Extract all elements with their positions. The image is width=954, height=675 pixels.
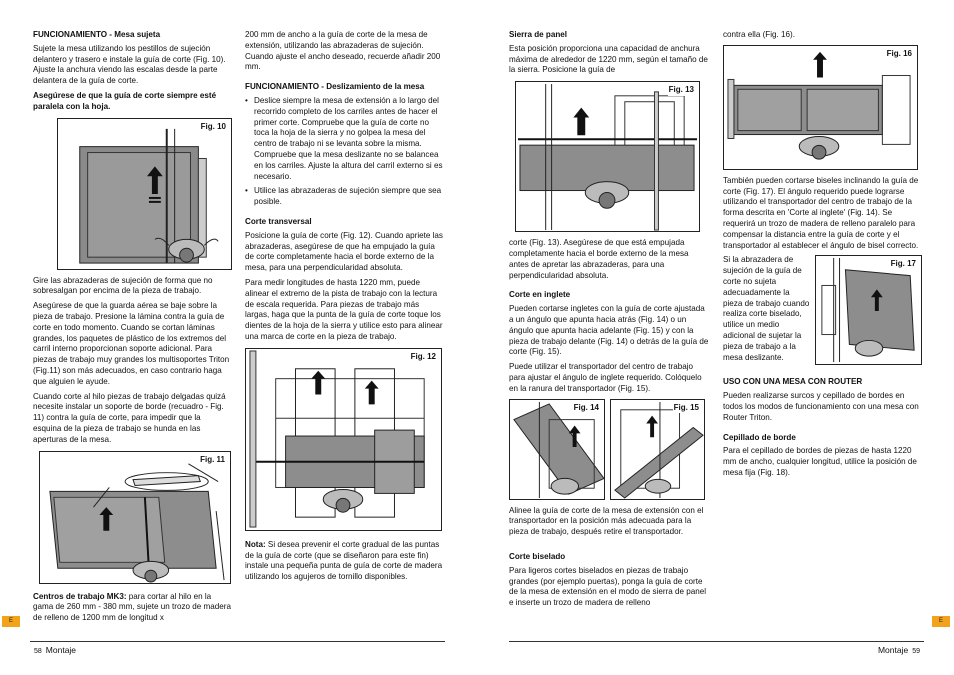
paragraph: Pueden cortarse ingletes con la guía de corte ajustada a un ángulo que apunta hacia atrás (Fig. 14) o un ángulo que apunta hacia adelante (Fig. 15) y con la pieza de trabajo delante (Fig. 14) o detrás de la guía de corte (Fig. 15). [509,304,709,357]
section-name: Montaje [45,645,77,655]
paragraph: Cuando corte al hilo piezas de trabajo delgadas quizá necesite instalar un soporte de borde (recuadro - Fig. 11) contra la guía de corte, para impedir que la esquina de la pieza de trabajo se hunda en las aperturas de la mesa. [33,391,226,444]
heading-mesa-router: USO CON UNA MESA CON ROUTER [723,377,863,387]
paragraph: corte (Fig. 13). Asegúrese de que está empujada completamente hacia el borde externo de la mesa antes de apretar las abrazaderas, para una perpendicularidad absoluta. [509,238,689,280]
figure-12 [245,348,442,531]
paragraph: Para el cepillado de bordes de piezas de hasta 1220 mm de ancho, cualquier longitud, utilice la posición de mesa fija (Fig. 18). [723,446,917,477]
figure-17-illustration [816,256,921,364]
figure-13-illustration [516,82,699,231]
bullet-list [245,96,445,208]
figure-16 [723,45,918,170]
page-number: 58 [34,648,42,655]
figure-13 [515,81,700,232]
paragraph: Pueden realizarse surcos y cepillado de bordes en todos los modos de funcionamiento con una mesa con Router Triton. [723,391,919,422]
heading-mesa-sujeta: FUNCIONAMIENTO - Mesa sujeta [33,30,161,39]
figure-row-14-15 [509,399,709,500]
bold-paragraph: Asegúrese de que la guía de corte siempre esté paralela con la hoja. [33,90,217,111]
paragraph: Alinee la guía de corte de la mesa de extensión con el transportador en la posición más adecuada para la pieza de trabajo, después retire el transportador. [509,505,704,537]
paragraph: Sujete la mesa utilizando los pestillos de sujeción delantero y trasero e instale la guía de corte (Fig. 10). Ajuste la anchura viendo las escalas desde la parte delantera de la guía de corte. [33,43,226,86]
figure-label: Fig. 15 [673,402,699,412]
section-name: Montaje [877,645,909,655]
paragraph [33,592,231,624]
footer-left [34,645,76,655]
heading-corte-biselado: Corte biselado [509,551,566,561]
paragraph: Esta posición proporciona una capacidad de anchura máxima de alrededor de 1220 mm, según el tamaño de la sierra. Posicione la guía de [509,43,708,75]
figure-label: Fig. 13 [668,85,694,95]
paragraph-text: para cortar al hilo en la gama de 260 mm - 380 mm, sujete un trozo de madera de relleno de 1200 mm de longitud x [33,591,231,623]
paragraph: Asegúrese de que la guarda aérea se baje sobre la pieza de trabajo. Presione la lámina contra la guía de corte en todo momento. Cuando se cortan láminas grandes, los paquetes de plástico de los extremos del carril interno proporcionan soporte adicional. Para piezas de trabajo muy grandes los multisoportes Triton (Fig.11) son más adecuados, en caso contrario haga que alguien le ayude. [33,301,230,386]
right-column-4 [723,30,922,483]
figure-16-illustration [724,46,917,169]
heading-cepillado: Cepillado de borde [723,432,796,442]
figure-label: Fig. 14 [573,402,599,412]
language-tab: E [2,616,20,627]
figure-label: Fig. 12 [410,351,436,361]
paragraph: También pueden cortarse biseles inclinando la guía de corte (Fig. 17). El ángulo requerido puede lograrse utilizando el transportador del centro de trabajo de la forma descrita en 'Corte al inglete' (Fig. 14). Se requerirá un trozo de madera de relleno paralelo para compensar la distancia entre la guía de corte y el transportador al establecer el ángulo de bisel correcto. [723,175,919,250]
figure-10 [57,118,232,270]
figure-11-illustration [40,452,230,583]
right-column-3 [509,30,709,613]
figure-11 [39,451,231,584]
page-number: 59 [912,648,920,655]
paragraph: Puede utilizar el transportador del centro de trabajo para ajustar el ángulo de inglete requerido. Colóquelo en la ranura del transportador (Fig. 15). [509,362,702,393]
figure-10-illustration [58,119,231,269]
paragraph: Posicione la guía de corte (Fig. 12). Cuando apriete las abrazaderas, asegúrese de que ha empujado la guía de corte completamente hacia el borde externo de la mesa, para una perpendicularidad absoluta. [245,230,443,273]
paragraph: Gire las abrazaderas de sujeción de forma que no sobresalgan por encima de la pieza de trabajo. [33,275,213,296]
bold-lead: Centros de trabajo MK3: [33,591,127,601]
left-column-2 [245,30,445,587]
figure-17 [815,255,922,365]
language-tab: E [932,616,950,627]
figure-label: Fig. 17 [890,259,916,269]
figure-15 [610,399,705,500]
paragraph: Si la abrazadera de sujeción de la guía de corte no sujeta adecuadamente la pieza de trabajo cuando realiza corte biselado, utilice un medio adicional de sujetar la pieza de trabajo a la mesa deslizante. [723,255,810,362]
figure-label: Fig. 11 [200,454,225,464]
paragraph: contra ella (Fig. 16). [723,30,795,39]
heading-corte-inglete: Corte en inglete [509,290,571,300]
paragraph: Para ligeros cortes biselados en piezas de trabajo grandes (por ejemplo puertas), ponga la guía de corte de la mesa de extensión en el modo de sierra de panel e inserte un trozo de madera de relleno [509,565,707,608]
left-column-1 [33,30,231,628]
figure-15-illustration [611,400,704,499]
list-item: • Utilice las abrazaderas de sujeción siempre que sea posible. [245,186,445,208]
paragraph: 200 mm de ancho a la guía de corte de la mesa de extensión, utilizando las abrazaderas de sujeción. Cuando ajuste el ancho deseado, recuerde añadir 200 mm. [245,30,441,72]
note-label: Nota: [245,539,266,549]
heading-deslizamiento: FUNCIONAMIENTO - Deslizamiento de la mesa [245,82,425,92]
figure-14 [509,399,605,500]
figure-14-illustration [510,400,604,499]
figure-label: Fig. 16 [886,48,912,58]
list-item: • Deslice siempre la mesa de extensión a lo largo del recorrido completo de los carriles antes de hacer el primer corte. Compruebe que la guía de corte no toca la hoja de la sierra y no golpea la mesa del centro de trabajo ni se levanta sobre la misma. Compruebe que la mesa deslizante no se balancea en los carriles. Ajuste la altura del carril externo si es necesario. [245,96,445,182]
figure-12-illustration [246,349,441,530]
note-paragraph [245,540,445,583]
heading-corte-transversal: Corte transversal [245,216,312,226]
paragraph: Para medir longitudes de hasta 1220 mm, puede alinear el extremo de la pista de trabajo con la lectura de escala requerida. Para piezas de trabajo más largas, haga que la punta de la guía de corte toque los dientes de la hoja de la sierra y utilice esto para alinear una marca de corte en la pieza de trabajo. [245,277,443,341]
figure-label: Fig. 10 [200,121,226,131]
footer-rule [30,641,445,642]
footer-rule [509,641,924,642]
footer-right [878,645,920,655]
heading-sierra-panel: Sierra de panel [509,30,568,39]
note-text: Si desea prevenir el corte gradual de las puntas de la guía de corte (que se diseñaron para este fin) instale una pequeña punta de guía de corte de madera utilizando los agujeros de tornillo disponibles. [245,539,443,582]
